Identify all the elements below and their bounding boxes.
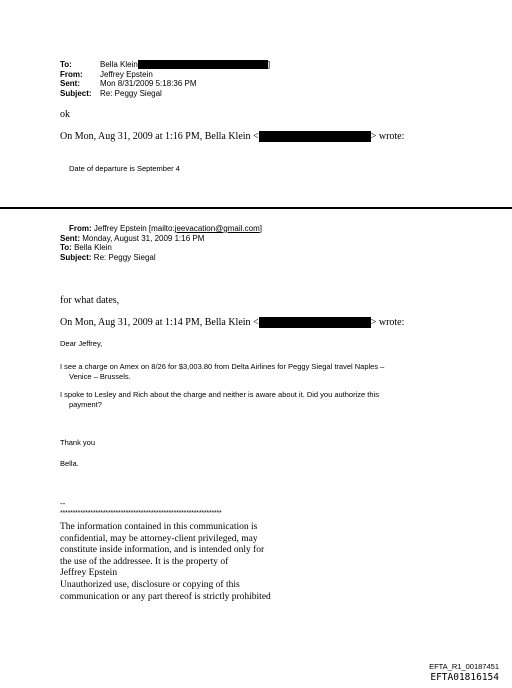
- paragraph-line: I spoke to Lesley and Rich about the charge and neither is aware about it. Did you authorize this: [60, 390, 379, 399]
- email1-quoted-text: Date of departure is September 4: [69, 164, 180, 173]
- notice-line: constitute inside information, and is intended only for: [60, 545, 265, 556]
- confidentiality-notice: [60, 522, 271, 603]
- from-label: From:: [69, 224, 92, 233]
- quote-suffix: > wrote:: [370, 317, 405, 328]
- sent-value: Mon 8/31/2009 5:18:36 PM: [100, 79, 197, 88]
- email2-sent-row: [60, 234, 262, 244]
- bates-number-secondary: EFTA01816154: [430, 672, 499, 683]
- notice-line: The information contained in this communication is: [60, 522, 258, 532]
- sent-value: Monday, August 31, 2009 1:16 PM: [82, 233, 205, 243]
- email2-subject-row: [60, 253, 262, 263]
- email-link[interactable]: jeevacation@gmail.com: [174, 224, 260, 233]
- notice-line: confidential, may be attorney-client privileged, may: [60, 533, 258, 544]
- to-value: Bella Klein: [74, 243, 112, 252]
- subject-value: Re: Peggy Siegal: [100, 88, 162, 98]
- quote-suffix: > wrote:: [370, 131, 405, 142]
- paragraph-line: payment?: [69, 400, 102, 409]
- email2-body: for what dates,: [60, 295, 120, 306]
- paragraph-2: [60, 390, 379, 410]
- email1-to-row: [60, 60, 270, 70]
- email1-subject-row: [60, 89, 270, 99]
- from-close: ]: [259, 224, 262, 233]
- redaction-bar: [259, 317, 371, 328]
- email2-header: [60, 224, 262, 262]
- signature-dashes: --: [60, 499, 66, 508]
- paragraph-line: I see a charge on Amex on 8/26 for $3,003.80 from Delta Airlines for Peggy Siegal travel Naples –: [60, 362, 385, 371]
- quote-prefix: On Mon, Aug 31, 2009 at 1:16 PM, Bella Klein <: [60, 131, 259, 142]
- quote-prefix: On Mon, Aug 31, 2009 at 1:14 PM, Bella Klein <: [60, 317, 259, 328]
- email1-sent-row: [60, 79, 270, 89]
- thanks-line: Thank you: [60, 438, 96, 447]
- subject-label: Subject:: [60, 252, 92, 262]
- notice-line: the use of the addressee. It is the property of: [60, 556, 229, 567]
- notice-line: communication or any part thereof is strictly prohibited: [60, 591, 271, 602]
- email2-quote-line: [60, 317, 404, 329]
- separator-stars: ****************************************************************: [60, 510, 222, 517]
- sent-label: Sent:: [60, 79, 80, 88]
- signature: Bella.: [60, 459, 79, 468]
- from-label: From:: [60, 69, 83, 79]
- from-value: Jeffrey Epstein: [100, 69, 153, 79]
- notice-line: Jeffrey Epstein: [60, 568, 118, 579]
- to-label: To:: [60, 243, 72, 252]
- subject-value: Re: Peggy Siegal: [93, 252, 156, 262]
- bates-number-primary: EFTA_R1_00187451: [429, 662, 499, 671]
- sent-label: Sent:: [60, 233, 80, 243]
- to-value: Bella Klein: [100, 60, 138, 69]
- email1-header: [60, 60, 270, 98]
- subject-label: Subject:: [60, 88, 92, 98]
- from-value: Jeffrey Epstein [mailto:: [93, 224, 175, 233]
- email1-quote-line: [60, 131, 404, 143]
- redaction-bar: [259, 131, 371, 142]
- email2-from-row: [60, 224, 262, 234]
- greeting: Dear Jeffrey,: [60, 339, 103, 348]
- section-divider: [0, 207, 512, 209]
- email1-from-row: [60, 70, 270, 80]
- to-label: To:: [60, 60, 72, 69]
- email1-body: ok: [60, 109, 70, 120]
- notice-line: Unauthorized use, disclosure or copying of this: [60, 579, 240, 590]
- to-bracket: ]: [267, 60, 271, 69]
- paragraph-line: Venice – Brussels.: [69, 372, 131, 381]
- redaction-bar: [138, 60, 271, 69]
- paragraph-1: [60, 362, 384, 382]
- email2-to-row: [60, 243, 262, 253]
